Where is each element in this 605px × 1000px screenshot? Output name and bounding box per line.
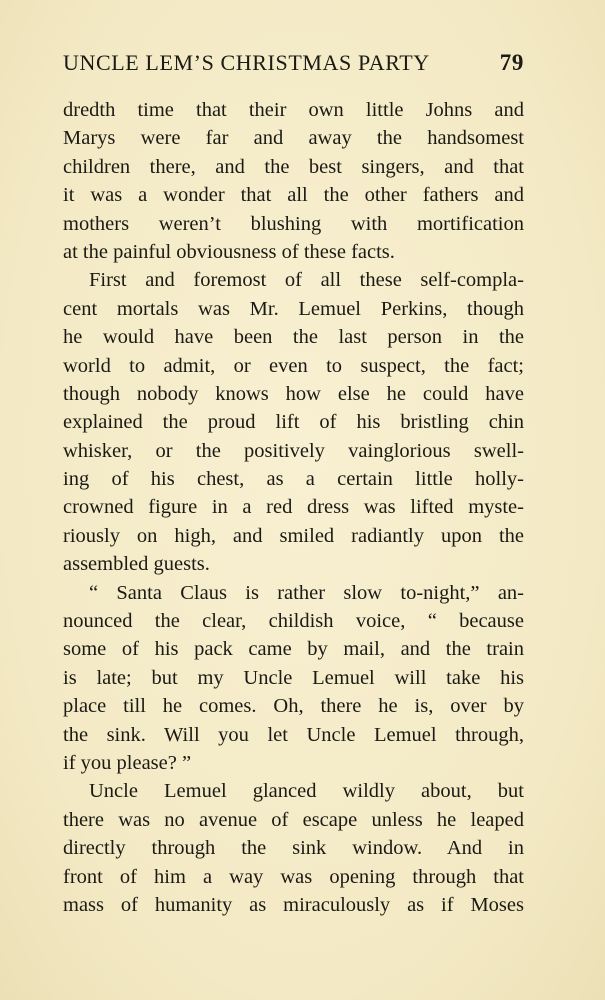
text-line: though nobody knows how else he could have <box>63 382 524 405</box>
text-line: at the painful obviousness of these facts. <box>63 240 395 263</box>
text-line: there was no avenue of escape unless he leaped <box>63 808 524 831</box>
text-line: front of him a way was opening through that <box>63 865 524 888</box>
text-line: mass of humanity as miraculously as if Moses <box>63 893 524 916</box>
running-title: UNCLE LEM’S CHRISTMAS PARTY <box>63 50 430 75</box>
text-line: nounced the clear, childish voice, “ because <box>63 610 524 633</box>
text-line: world to admit, or even to suspect, the fact; <box>63 354 524 377</box>
text-line: riously on high, and smiled radiantly upon the <box>63 524 524 547</box>
running-header <box>63 50 524 84</box>
text-line: explained the proud lift of his bristling chin <box>63 411 524 434</box>
text-line: children there, and the best singers, and that <box>63 155 524 178</box>
text-line: First and foremost of all these self-compla- <box>89 269 524 292</box>
text-line: directly through the sink window. And in <box>63 837 524 860</box>
text-line: Uncle Lemuel glanced wildly about, but <box>89 780 524 803</box>
text-line: is late; but my Uncle Lemuel will take his <box>63 666 524 689</box>
text-line: it was a wonder that all the other fathers and <box>63 184 524 207</box>
text-line: dredth time that their own little Johns and <box>63 99 524 121</box>
text-line: crowned figure in a red dress was lifted myste- <box>63 496 524 519</box>
text-line: the sink. Will you let Uncle Lemuel through, <box>63 723 524 746</box>
page-number: 79 <box>499 50 524 75</box>
text-line: cent mortals was Mr. Lemuel Perkins, though <box>63 297 524 320</box>
text-line: Marys were far and away the handsomest <box>63 127 524 150</box>
body-text <box>63 96 524 919</box>
text-line: ing of his chest, as a certain little holly- <box>63 468 524 491</box>
text-line: he would have been the last person in the <box>63 326 524 349</box>
text-line: whisker, or the positively vainglorious swell- <box>63 439 524 462</box>
text-line: mothers weren’t blushing with mortification <box>63 212 524 235</box>
text-line: if you please? ” <box>63 751 192 774</box>
text-line: some of his pack came by mail, and the train <box>63 638 524 661</box>
text-line: assembled guests. <box>63 553 210 576</box>
text-line: place till he comes. Oh, there he is, over by <box>63 695 524 718</box>
text-line: “ Santa Claus is rather slow to-night,” an- <box>89 581 524 604</box>
